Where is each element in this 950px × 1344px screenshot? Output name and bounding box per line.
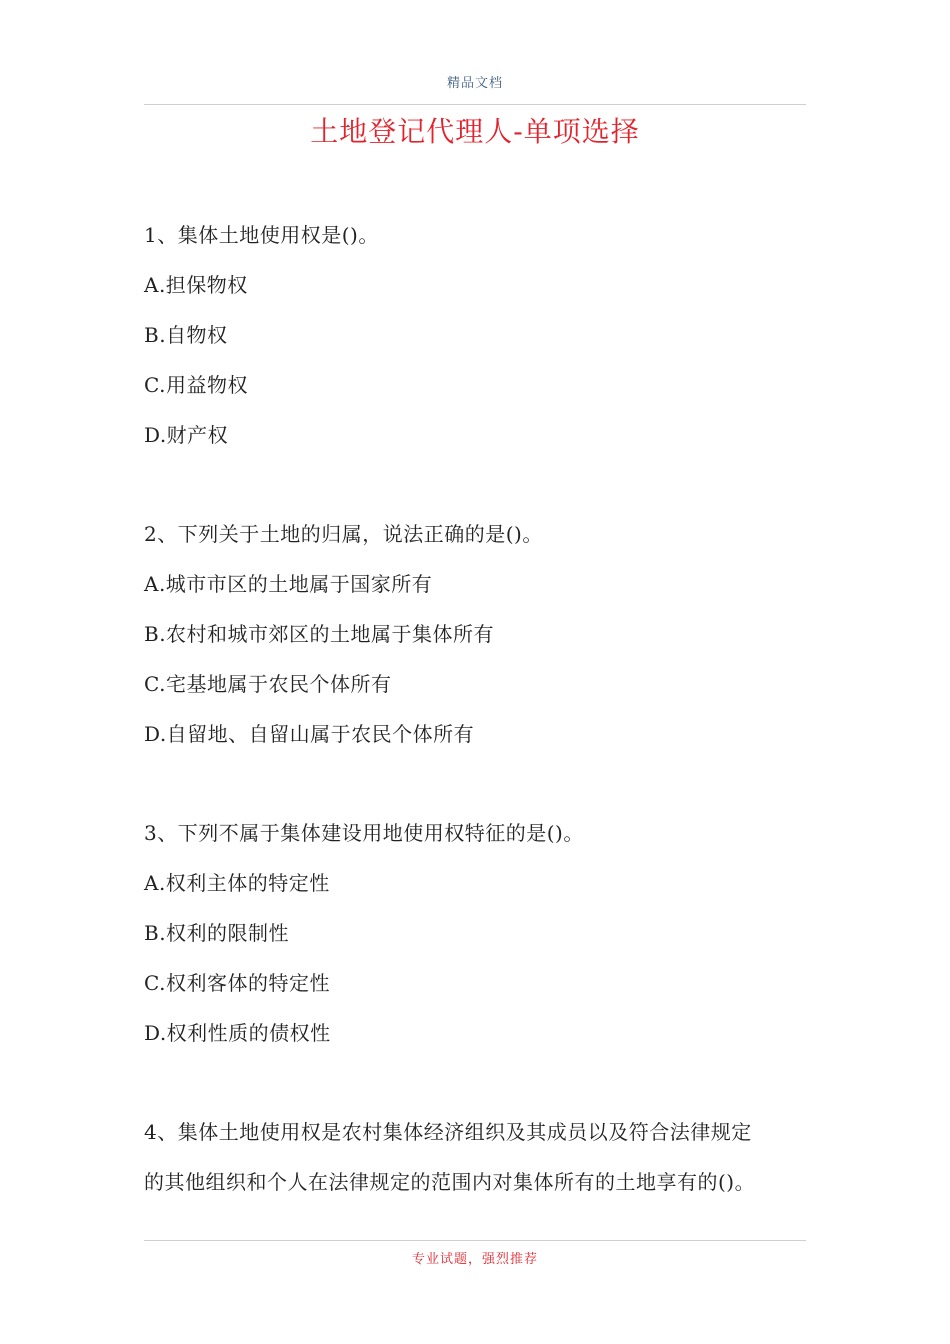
option-c: C.宅基地属于农民个体所有 bbox=[144, 672, 392, 696]
question-1 bbox=[144, 210, 808, 460]
option-c: C.用益物权 bbox=[144, 373, 248, 397]
question-stem: 2、下列关于土地的归属，说法正确的是()。 bbox=[144, 522, 543, 546]
page-footer: 专业试题，强烈推荐 bbox=[411, 1252, 538, 1267]
page-header: 精品文档 bbox=[446, 76, 503, 91]
question-stem-line-2: 的其他组织和个人在法律规定的范围内对集体所有的土地享有的()。 bbox=[144, 1170, 756, 1194]
question-2 bbox=[144, 509, 808, 759]
question-stem-line-1: 4、集体土地使用权是农村集体经济组织及其成员以及符合法律规定 bbox=[144, 1120, 752, 1144]
option-a: A.城市市区的土地属于国家所有 bbox=[144, 572, 433, 596]
option-d: D.财产权 bbox=[144, 423, 229, 447]
option-d: D.自留地、自留山属于农民个体所有 bbox=[144, 722, 475, 746]
option-d: D.权利性质的债权性 bbox=[144, 1021, 331, 1045]
option-b: B.农村和城市郊区的土地属于集体所有 bbox=[144, 622, 495, 646]
question-stem: 1、集体土地使用权是()。 bbox=[144, 223, 379, 247]
question-list bbox=[144, 210, 808, 1256]
question-3 bbox=[144, 808, 808, 1058]
option-b: B.自物权 bbox=[144, 323, 228, 347]
option-a: A.权利主体的特定性 bbox=[144, 871, 330, 895]
header-divider bbox=[144, 104, 806, 105]
option-a: A.担保物权 bbox=[144, 273, 248, 297]
document-title: 土地登记代理人-单项选择 bbox=[310, 115, 640, 148]
option-b: B.权利的限制性 bbox=[144, 921, 290, 945]
question-stem: 3、下列不属于集体建设用地使用权特征的是()。 bbox=[144, 821, 584, 845]
option-c: C.权利客体的特定性 bbox=[144, 971, 330, 995]
footer-divider bbox=[144, 1240, 806, 1241]
question-4 bbox=[144, 1107, 808, 1207]
